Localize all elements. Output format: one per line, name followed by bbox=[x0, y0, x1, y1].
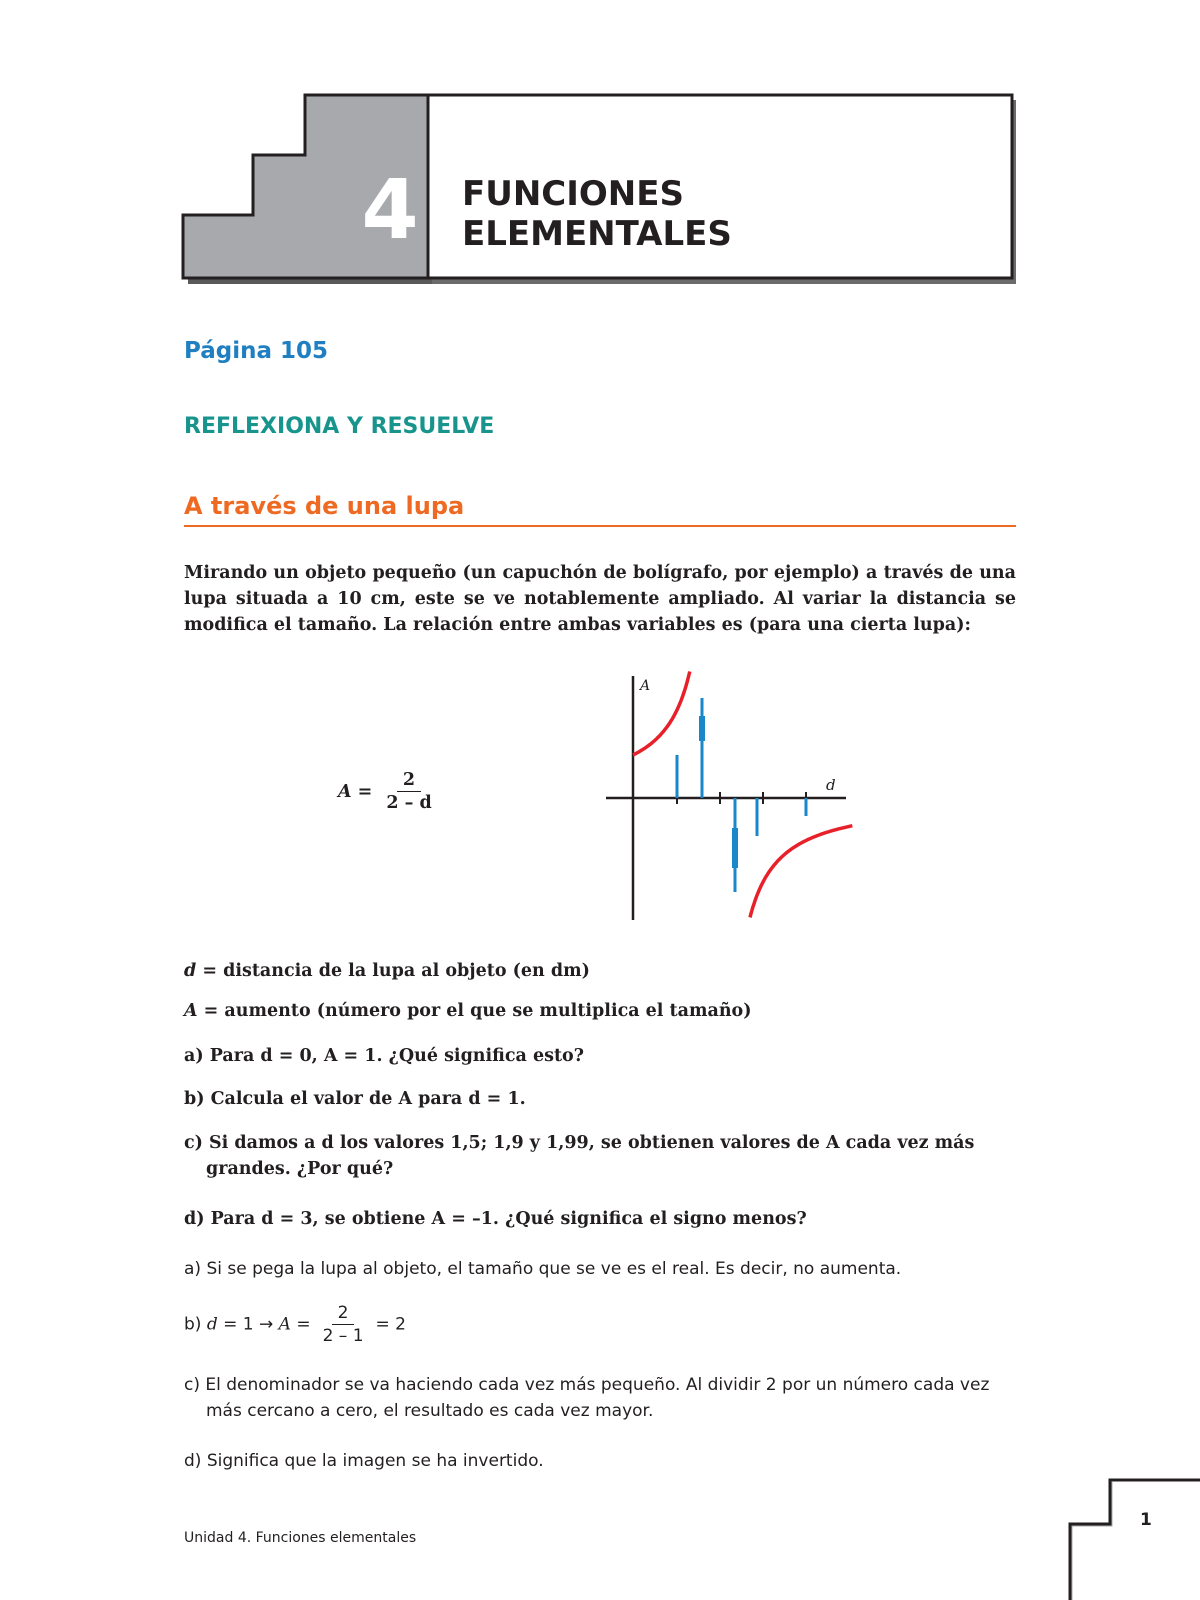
answer-b-eq: = bbox=[290, 1314, 311, 1335]
subsection-heading: A través de una lupa bbox=[184, 492, 465, 520]
answer-b-fraction bbox=[317, 1302, 370, 1347]
definition-d bbox=[184, 958, 1016, 984]
answer-b-mid: = 1 → bbox=[217, 1314, 279, 1335]
answer-b-var-a: A bbox=[278, 1314, 291, 1335]
footer-text: Unidad 4. Funciones elementales bbox=[184, 1530, 417, 1546]
answer-b-result: = 2 bbox=[375, 1314, 406, 1335]
curve-right-branch bbox=[750, 826, 852, 918]
y-axis-label: A bbox=[640, 678, 651, 694]
page-label: Página 105 bbox=[184, 338, 329, 364]
question-b: b) Calcula el valor de A para d = 1. bbox=[184, 1089, 526, 1109]
chapter-header-graphic bbox=[0, 0, 1200, 300]
formula bbox=[338, 770, 438, 813]
answer-a: a) Si se pega la lupa al objeto, el tamaño que se ve es el real. Es decir, no aumenta. bbox=[184, 1259, 902, 1279]
chapter-number: 4 bbox=[361, 163, 419, 258]
x-axis-label: d bbox=[826, 776, 836, 794]
answer-b-prefix: b) bbox=[184, 1314, 207, 1335]
definition-d-variable: d bbox=[184, 961, 197, 981]
function-graph bbox=[600, 668, 860, 920]
formula-fraction bbox=[380, 770, 437, 813]
chapter-title-line2: ELEMENTALES bbox=[462, 214, 732, 254]
footer-stairs-graphic bbox=[1060, 1470, 1200, 1600]
page-number: 1 bbox=[1140, 1510, 1152, 1530]
question-a: a) Para d = 0, A = 1. ¿Qué significa esto? bbox=[184, 1046, 584, 1066]
definition-a-variable: A bbox=[184, 1001, 198, 1021]
formula-numerator: 2 bbox=[397, 770, 421, 792]
answer-d: d) Significa que la imagen se ha invertido. bbox=[184, 1451, 544, 1471]
answer-b-var-d: d bbox=[206, 1314, 218, 1335]
formula-denominator: 2 – d bbox=[386, 793, 432, 813]
question-c: c) Si damos a d los valores 1,5; 1,9 y 1,99, se obtienen valores de A cada vez más grandes. ¿Por qué? bbox=[184, 1133, 975, 1179]
definition-d-text: = distancia de la lupa al objeto (en dm) bbox=[196, 961, 590, 981]
value-bar bbox=[732, 828, 738, 868]
answer-b bbox=[184, 1302, 1016, 1347]
answer-b-numerator: 2 bbox=[332, 1302, 355, 1325]
subsection-rule bbox=[184, 525, 1016, 527]
definition-a bbox=[184, 998, 1016, 1024]
question-d: d) Para d = 3, se obtiene A = –1. ¿Qué significa el signo menos? bbox=[184, 1209, 807, 1229]
answer-b-denominator: 2 – 1 bbox=[322, 1326, 364, 1346]
answer-c: c) El denominador se va haciendo cada vez más pequeño. Al dividir 2 por un número cada vez más cercano a cero, el resultado es cada vez mayor. bbox=[184, 1375, 990, 1421]
formula-lhs: A = bbox=[338, 781, 373, 802]
definition-a-text: = aumento (número por el que se multiplica el tamaño) bbox=[197, 1001, 752, 1021]
section-heading: REFLEXIONA Y RESUELVE bbox=[184, 414, 495, 439]
chapter-title bbox=[462, 174, 732, 254]
chapter-title-line1: FUNCIONES bbox=[462, 174, 684, 214]
problem-statement: Mirando un objeto pequeño (un capuchón de bolígrafo, por ejemplo) a través de una lupa situada a 10 cm, este se ve notablemente ampliado. Al variar la distancia se modifica el tamaño. La relación entre ambas variables es (para una cierta lupa): bbox=[184, 563, 1016, 635]
value-bar bbox=[699, 716, 705, 741]
